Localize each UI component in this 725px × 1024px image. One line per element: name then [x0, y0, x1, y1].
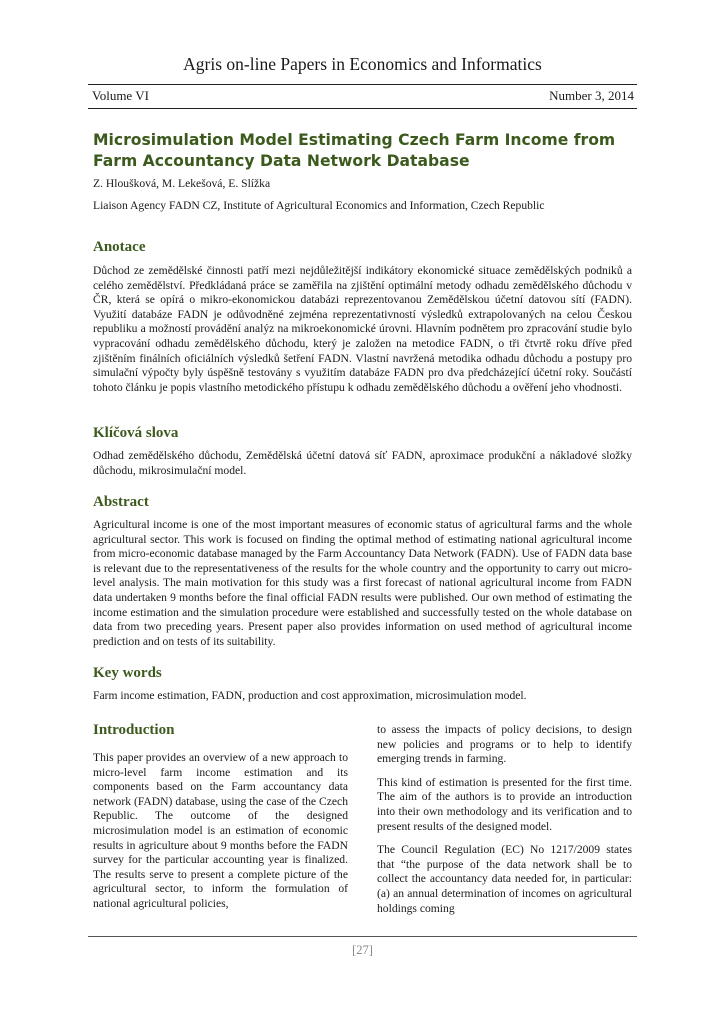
abstract-heading: Abstract — [93, 494, 149, 510]
intro-paragraph-1: This paper provides an overview of a new approach to micro-level farm income estimation and its components based on the Farm accountancy data network (FADN) database, using the case of the Czech Republic. The outcome of the designed microsimulation model is an estimation of economic results in agriculture about 9 months before the FADN survey for the particular accounting year is finalized. The results serve to present a complete picture of the agricultural sector, to inform the formulation of national agricultural policies, — [93, 751, 348, 910]
affiliation: Liaison Agency FADN CZ, Institute of Agricultural Economics and Information, Czech Republic — [93, 199, 545, 212]
header-rule-bottom — [88, 108, 637, 109]
introduction-left-column — [93, 751, 348, 921]
footer-rule — [88, 936, 637, 937]
introduction-right-column — [377, 723, 632, 925]
intro-paragraph-3: This kind of estimation is presented for the first time. The aim of the authors is to provide an introduction into their own methodology and its verification and to present results of the designed model. — [377, 775, 632, 833]
intro-paragraph-4: The Council Regulation (EC) No 1217/2009 states that “the purpose of the data network shall be to collect the accountancy data needed for, in particular: (a) an annual determination of incomes on agricultural holdings coming — [377, 843, 632, 915]
volume-label: Volume VI — [92, 88, 149, 103]
anotace-text: Důchod ze zemědělské činnosti patří mezi nejdůležitější indikátory ekonomické situace zemědělských podniků a celého zemědělství. Předkládaná práce se zaměřila na zjištění optimální metody odhadu zemědělského důchodu v ČR, která se opírá o mikro-ekonomickou databázi reprezentovanou Zemědělskou účetní datovou sítí (FADN). Využití databáze FADN je odůvodněné zejména reprezentativností výsledků extrapolovaných na celou Českou republiku a možností provádění analýz na mikroekonomické úrovni. Hlavním podnětem pro zpracování studie bylo vypracování odhadu zemědělského důchodu, který je založen na metodice FADN, o tři čtvrtě roku dříve před zjištěním finálních oficiálních výsledků šetření FADN. Vlastní navržená metodika odhadu důchodu a postupy pro simulační výpočty byly úspěšně testovány s využitím databáze FADN pro dva předcházející účetní roky. Součástí tohoto článku je popis vlastního metodického přístupu k odhadu zemědělského důchodu a ověření jeho vhodnosti. — [93, 264, 632, 394]
page-number: [27] — [352, 943, 373, 957]
klicova-slova-text: Odhad zemědělského důchodu, Zemědělská účetní datová síť FADN, aproximace produkční a nákladové složky důchodu, mikrosimulační model. — [93, 449, 632, 477]
intro-paragraph-2: to assess the impacts of policy decisions, to design new policies and programs or to help to identify emerging trends in farming. — [377, 723, 632, 766]
header-rule-top — [88, 84, 637, 85]
issue-number-label: Number 3, 2014 — [549, 88, 634, 103]
paper-title: Microsimulation Model Estimating Czech Farm Income from Farm Accountancy Data Network Database — [93, 131, 616, 170]
klicova-slova-heading: Klíčová slova — [93, 425, 179, 441]
key-words-text: Farm income estimation, FADN, production and cost approximation, microsimulation model. — [93, 689, 527, 702]
journal-title: Agris on-line Papers in Economics and Informatics — [183, 54, 542, 74]
anotace-heading: Anotace — [93, 239, 146, 255]
abstract-text: Agricultural income is one of the most important measures of economic status of agricultural farms and the whole agricultural sector. This work is focused on finding the optimal method of estimating national agricultural income from micro-economic database managed by the Farm Accountancy Data Network (FADN). Use of FADN data base is relevant due to the representativeness of the results for the whole country and the opportunity to carry out micro-level analysis. The main motivation for this study was a first forecast of national agricultural income from FADN data undertaken 9 months before the final official FADN results were published. Our own method of estimating the income estimation and the simulation procedure were established and successfully tested on the whole database on data from two preceding years. Present paper also provides information on used method of agricultural income prediction and on tests of its suitability. — [93, 518, 632, 648]
authors: Z. Hloušková, M. Lekešová, E. Slížka — [93, 177, 271, 190]
introduction-heading: Introduction — [93, 722, 175, 738]
key-words-heading: Key words — [93, 665, 162, 681]
